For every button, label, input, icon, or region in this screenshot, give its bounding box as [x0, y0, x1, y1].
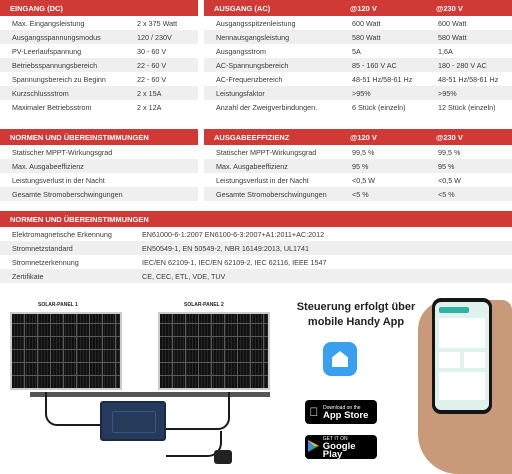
- row-value-120: 6 Stück (einzeln): [352, 102, 406, 112]
- table-row: [0, 72, 198, 86]
- efficiency-col-120: @120 V: [350, 132, 377, 142]
- row-label: Stromnetzerkennung: [12, 257, 79, 267]
- row-label: Zertifikate: [12, 271, 44, 281]
- row-value-230: 99,5 %: [438, 147, 461, 157]
- google-play-small-text: GET IT ON: [322, 436, 348, 442]
- row-label: Anzahl der Zweigverbindungen.: [216, 102, 318, 112]
- row-value: IEC/EN 62109-1, IEC/EN 62109-2, IEC 62116, IEEE 1547: [142, 257, 327, 267]
- cable-right: [160, 392, 230, 430]
- row-label: Leistungsfaktor: [216, 88, 265, 98]
- row-value-120: 5A: [352, 46, 361, 56]
- row-value: CE, CEC, ETL, VDE, TUV: [142, 271, 226, 281]
- table-row: [0, 159, 198, 173]
- row-value: 22 - 60 V: [137, 74, 167, 84]
- row-label: Elektromagnetische Erkennung: [12, 229, 112, 239]
- solar-panel-1-image: [10, 312, 122, 390]
- standards-left-rows: [0, 145, 198, 201]
- smartphone-image: [432, 298, 492, 414]
- efficiency-col-230: @230 V: [436, 132, 463, 142]
- table-row: [204, 145, 512, 159]
- table-row: [0, 86, 198, 100]
- row-label: Gesamte Stromoberschwingungen: [216, 189, 327, 199]
- table-row: [0, 44, 198, 58]
- plug-icon: [214, 450, 232, 464]
- row-value: 30 - 60 V: [137, 46, 167, 56]
- output-ac-title: AUSGANG (AC): [214, 3, 271, 13]
- table-row: [0, 173, 198, 187]
- panel-1-label: SOLAR-PANEL 1: [38, 302, 78, 308]
- row-label: Leistungsverlust in der Nacht: [12, 175, 105, 185]
- row-label: Max. Ausgabeeffizienz: [12, 161, 84, 171]
- row-value-230: 48-51 Hz/58-61 Hz: [438, 74, 499, 84]
- row-label: Nennausgangsleistung: [216, 32, 290, 42]
- row-value-120: 95 %: [352, 161, 369, 171]
- output-ac-table: [204, 0, 512, 114]
- input-dc-rows: [0, 16, 198, 114]
- row-label: Statischer MPPT-Wirkungsgrad: [12, 147, 113, 157]
- row-value-230: 1,6A: [438, 46, 453, 56]
- row-value: 2 x 375 Watt: [137, 18, 178, 28]
- row-value-230: 580 Watt: [438, 32, 467, 42]
- google-play-badge[interactable]: [305, 435, 377, 459]
- row-value: EN50549-1, EN 50549-2, NBR 16149:2013, UL1741: [142, 243, 310, 253]
- solar-panel-2-image: [158, 312, 270, 390]
- row-label: Stromnetzstandard: [12, 243, 73, 253]
- row-label: Kurzschlussstrom: [12, 88, 69, 98]
- table-row: [204, 30, 512, 44]
- standards-table: [0, 211, 512, 283]
- row-value-120: <5 %: [352, 189, 369, 199]
- row-label: Max. Eingangsleistung: [12, 18, 85, 28]
- app-screen: [435, 302, 489, 410]
- input-dc-header: [0, 0, 198, 16]
- row-value-230: <5 %: [438, 189, 455, 199]
- table-row: [0, 269, 512, 283]
- row-value-230: 95 %: [438, 161, 455, 171]
- row-value-230: 12 Stück (einzeln): [438, 102, 496, 112]
- app-headline: Steuerung erfolgt über mobile Handy App: [296, 301, 416, 328]
- row-label: AC-Frequenzbereich: [216, 74, 283, 84]
- table-row: [204, 187, 512, 201]
- input-dc-table: [0, 0, 198, 114]
- efficiency-table: [204, 129, 512, 201]
- table-row: [0, 30, 198, 44]
- row-value-120: 99,5 %: [352, 147, 375, 157]
- google-play-label: Google Play: [322, 441, 356, 460]
- row-label: Statischer MPPT-Wirkungsgrad: [216, 147, 317, 157]
- panel-2-label: SOLAR-PANEL 2: [184, 302, 224, 308]
- row-value-120: 600 Watt: [352, 18, 381, 28]
- table-row: [0, 227, 512, 241]
- row-value-120: >95%: [352, 88, 371, 98]
- output-ac-rows: [204, 16, 512, 114]
- row-value-120: <0,5 W: [352, 175, 375, 185]
- table-row: [204, 16, 512, 30]
- row-value: EN61000-6-1:2007 EN6100-6-3:2007+A1:2011+AC:2012: [142, 229, 325, 239]
- standards-title: NORMEN UND ÜBEREINSTIMMUNGEN: [10, 214, 149, 224]
- row-value: 2 x 15A: [137, 88, 162, 98]
- table-row: [204, 100, 512, 114]
- row-label: Gesamte Stromoberschwingungen: [12, 189, 123, 199]
- app-stat-card: [464, 352, 485, 368]
- app-store-small-text: Download on the: [323, 405, 361, 411]
- efficiency-title: AUSGABEEFFIZIENZ: [214, 132, 290, 142]
- table-row: [0, 145, 198, 159]
- row-value-230: >95%: [438, 88, 457, 98]
- output-ac-col-230: @230 V: [436, 3, 463, 13]
- table-row: [204, 58, 512, 72]
- row-label: Ausgangsspannungsmodus: [12, 32, 101, 42]
- row-value-230: <0,5 W: [438, 175, 461, 185]
- row-label: Spannungsbereich zu Beginn: [12, 74, 106, 84]
- row-value-120: 48-51 Hz/58-61 Hz: [352, 74, 413, 84]
- row-label: Betriebsspannungsbereich: [12, 60, 98, 70]
- micro-inverter-image: [100, 401, 166, 441]
- row-label: Ausgangsstrom: [216, 46, 266, 56]
- app-gauge-card: [439, 318, 485, 348]
- table-row: [0, 100, 198, 114]
- row-label: Leistungsverlust in der Nacht: [216, 175, 309, 185]
- row-value: 2 x 12A: [137, 102, 162, 112]
- efficiency-rows: [204, 145, 512, 201]
- table-row: [0, 58, 198, 72]
- app-stat-card: [439, 352, 460, 368]
- output-ac-col-120: @120 V: [350, 3, 377, 13]
- standards-header: [0, 211, 512, 227]
- solar-illustration: [0, 296, 290, 474]
- efficiency-header: [204, 129, 512, 145]
- cable-left: [45, 392, 105, 426]
- app-chart-card: [439, 372, 485, 400]
- table-row: [204, 72, 512, 86]
- table-row: [204, 159, 512, 173]
- row-value-230: 180 - 280 V AC: [438, 60, 487, 70]
- app-header-bar: [439, 307, 469, 313]
- apple-icon: [305, 405, 323, 419]
- standards-left-header: [0, 129, 198, 145]
- row-value: 120 / 230V: [137, 32, 172, 42]
- row-label: Ausgangsspitzenleistung: [216, 18, 296, 28]
- row-label: AC-Spannungsbereich: [216, 60, 289, 70]
- standards-left-title: NORMEN UND ÜBEREINSTIMMUNGEN: [10, 132, 149, 142]
- row-value: 22 - 60 V: [137, 60, 167, 70]
- standards-rows: [0, 227, 512, 283]
- table-row: [204, 44, 512, 58]
- row-label: PV-Leerlaufspannung: [12, 46, 82, 56]
- row-value-230: 600 Watt: [438, 18, 467, 28]
- home-app-icon: [323, 342, 357, 376]
- row-value-120: 580 Watt: [352, 32, 381, 42]
- row-label: Max. Ausgabeeffizienz: [216, 161, 288, 171]
- table-row: [204, 86, 512, 100]
- table-row: [0, 241, 512, 255]
- row-label: Maximaler Betriebsstrom: [12, 102, 92, 112]
- google-play-icon: [305, 440, 323, 455]
- row-value-120: 85 - 160 V AC: [352, 60, 397, 70]
- output-ac-header: [204, 0, 512, 16]
- input-dc-title: EINGANG (DC): [10, 3, 63, 13]
- app-store-badge[interactable]: [305, 400, 377, 424]
- table-row: [0, 187, 198, 201]
- app-store-label: App Store: [323, 410, 369, 421]
- table-row: [204, 173, 512, 187]
- table-row: [0, 255, 512, 269]
- table-row: [0, 16, 198, 30]
- standards-left-table: [0, 129, 198, 201]
